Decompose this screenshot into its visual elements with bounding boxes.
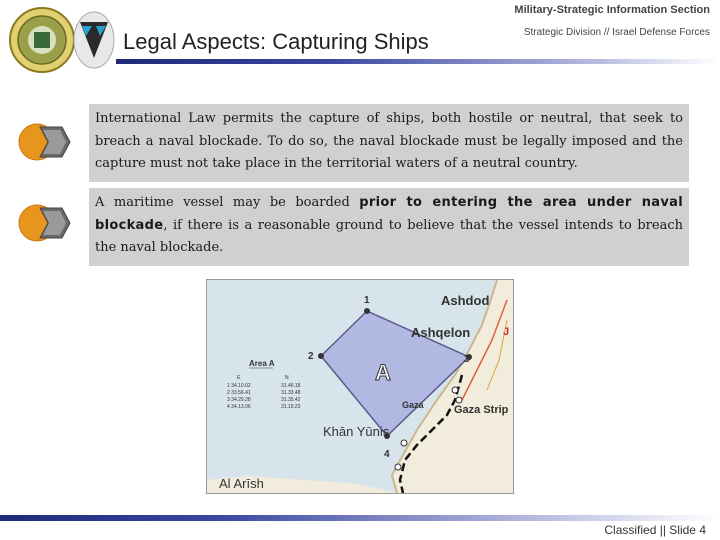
point-label-1: 1 [364, 295, 370, 306]
paragraph-2-end: , if there is a reasonable ground to believe that the vessel intends to breach the naval blockade. [95, 217, 683, 255]
place-ashdod: Ashdod [441, 293, 490, 308]
place-khan-yunis: Khān Yūnis [323, 424, 390, 439]
place-ashqelon: Ashqelon [411, 325, 471, 340]
coord-e-1: 1 34.10.02 [227, 383, 251, 389]
coord-n-1: 31.46.18 [281, 383, 301, 389]
paragraph-1-text: International Law permits the capture of ships, both hostile or neutral, that seek to breach a naval blockade. To do so, the naval blockade must be legally imposed and the capture must not take place in the territorial waters of a neutral country. [95, 111, 683, 171]
footer-slide-number: Classified || Slide 4 [604, 523, 706, 537]
coord-e-3: 3 34.29.28 [227, 397, 251, 403]
area-label: A [375, 360, 391, 385]
coord-n-4: 31.19.23 [281, 404, 301, 410]
division-label: Strategic Division // Israel Defense Forces [523, 27, 710, 38]
point-label-2: 2 [308, 351, 314, 362]
coord-n-2: 31.33.48 [281, 390, 301, 396]
naval-blockade-map [206, 279, 514, 494]
paragraph-2-bold: prior to entering the area under naval blockade [95, 195, 683, 233]
paragraph-2-start: A maritime vessel may be boarded [95, 195, 360, 210]
page-title: Legal Aspects: Capturing Ships [123, 29, 429, 54]
coord-col-n: N [285, 375, 289, 381]
paragraph-box-2 [89, 188, 689, 266]
place-gaza: Gaza [402, 400, 424, 410]
bullet-icon [18, 204, 72, 242]
section-label: Military-Strategic Information Section [514, 4, 710, 16]
place-al-arish: Al Arīsh [219, 476, 264, 491]
idf-logo [6, 4, 116, 74]
header-divider [116, 59, 720, 64]
place-j-mark: J [503, 326, 510, 338]
paragraph-box-1 [89, 104, 689, 182]
point-label-4: 4 [384, 449, 390, 460]
coord-col-e: E [237, 375, 241, 381]
footer-divider [0, 515, 720, 521]
coord-table-title: Area A [249, 359, 275, 368]
place-gaza-strip: Gaza Strip [454, 404, 509, 416]
coord-e-2: 2 33.56.41 [227, 390, 251, 396]
bullet-icon [18, 123, 72, 161]
point-label-3: 3 [464, 354, 470, 365]
coord-n-3: 31.35.42 [281, 397, 301, 403]
coord-e-4: 4 34.13.06 [227, 404, 251, 410]
